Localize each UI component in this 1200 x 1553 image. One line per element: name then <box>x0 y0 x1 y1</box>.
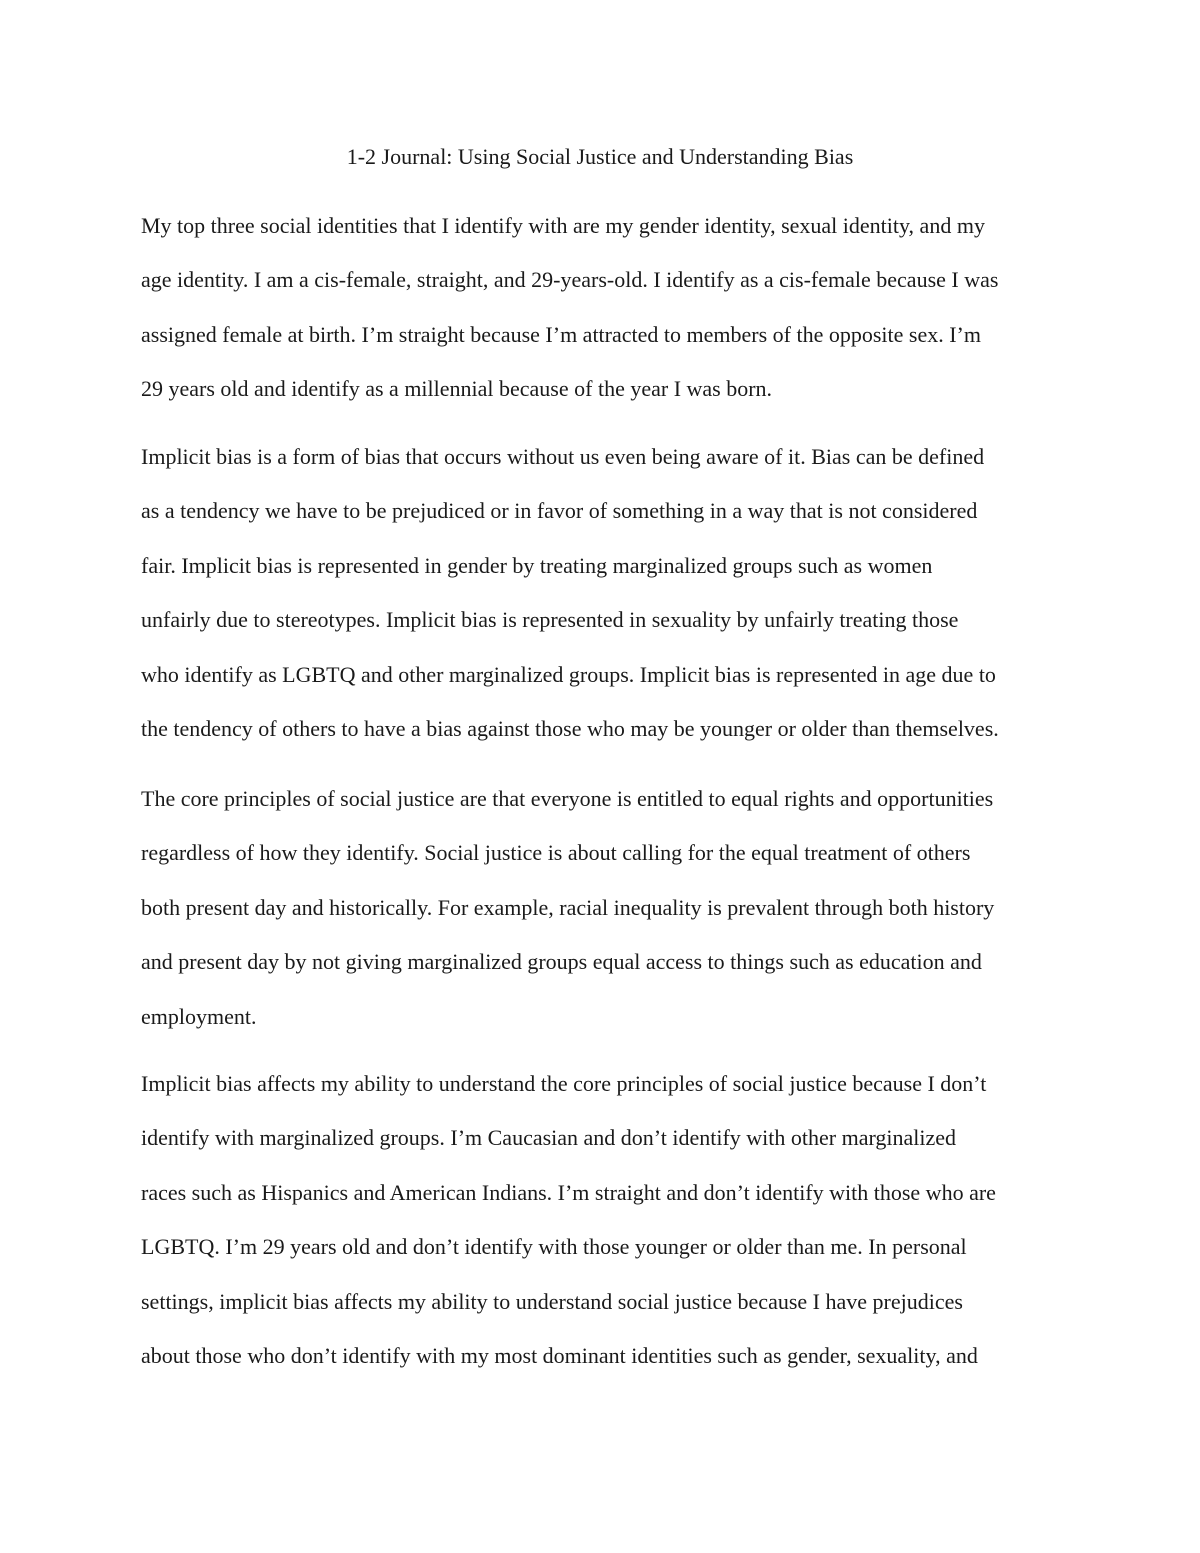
paragraph-social-identities <box>141 209 1071 427</box>
paragraph-line: races such as Hispanics and American Indians. I’m straight and don’t identify with those who are <box>141 1179 996 1205</box>
paragraph-line: the tendency of others to have a bias against those who may be younger or older than themselves. <box>141 715 999 741</box>
paragraph-line: The core principles of social justice are that everyone is entitled to equal rights and opportunities <box>141 786 994 811</box>
paragraph-line: and present day by not giving marginalized groups equal access to things such as education and <box>141 949 982 975</box>
paragraph-line: about those who don’t identify with my most dominant identities such as gender, sexuality, and <box>141 1342 978 1368</box>
paragraph-line: LGBTQ. I’m 29 years old and don’t identify with those younger or older than me. In personal <box>141 1234 967 1260</box>
paragraph-line: identify with marginalized groups. I’m Caucasian and don’t identify with other marginalized <box>141 1125 957 1151</box>
paragraph-line: My top three social identities that I identify with are my gender identity, sexual identity, and my <box>141 213 985 238</box>
paragraph-line: 29 years old and identify as a millennial because of the year I was born. <box>141 376 773 402</box>
paragraph-line: who identify as LGBTQ and other marginalized groups. Implicit bias is represented in age due to <box>141 661 996 687</box>
paragraph-line: as a tendency we have to be prejudiced or in favor of something in a way that is not considered <box>141 498 978 524</box>
paragraph-line: Implicit bias is a form of bias that occurs without us even being aware of it. Bias can be defined <box>141 444 985 469</box>
paragraph-line: employment. <box>141 1003 257 1029</box>
paragraph-line: unfairly due to stereotypes. Implicit bias is represented in sexuality by unfairly treating those <box>141 607 959 633</box>
paragraph-line: Implicit bias affects my ability to understand the core principles of social justice because I don’t <box>141 1071 987 1096</box>
document-title: 1-2 Journal: Using Social Justice and Understanding Bias <box>346 144 854 169</box>
paragraph-line: settings, implicit bias affects my ability to understand social justice because I have prejudices <box>141 1288 963 1314</box>
paragraph-line: assigned female at birth. I’m straight because I’m attracted to members of the opposite sex. I’m <box>141 321 981 347</box>
paragraph-implicit-bias <box>141 440 1071 766</box>
paragraph-line: both present day and historically. For example, racial inequality is prevalent through both history <box>141 894 995 920</box>
paragraph-social-justice <box>141 782 1071 1054</box>
paragraph-line: regardless of how they identify. Social justice is about calling for the equal treatment of others <box>141 840 971 866</box>
paragraph-line: fair. Implicit bias is represented in gender by treating marginalized groups such as women <box>141 552 933 578</box>
paragraph-line: age identity. I am a cis-female, straight, and 29-years-old. I identify as a cis-female because I was <box>141 267 999 293</box>
paragraph-bias-effects <box>141 1067 1071 1393</box>
